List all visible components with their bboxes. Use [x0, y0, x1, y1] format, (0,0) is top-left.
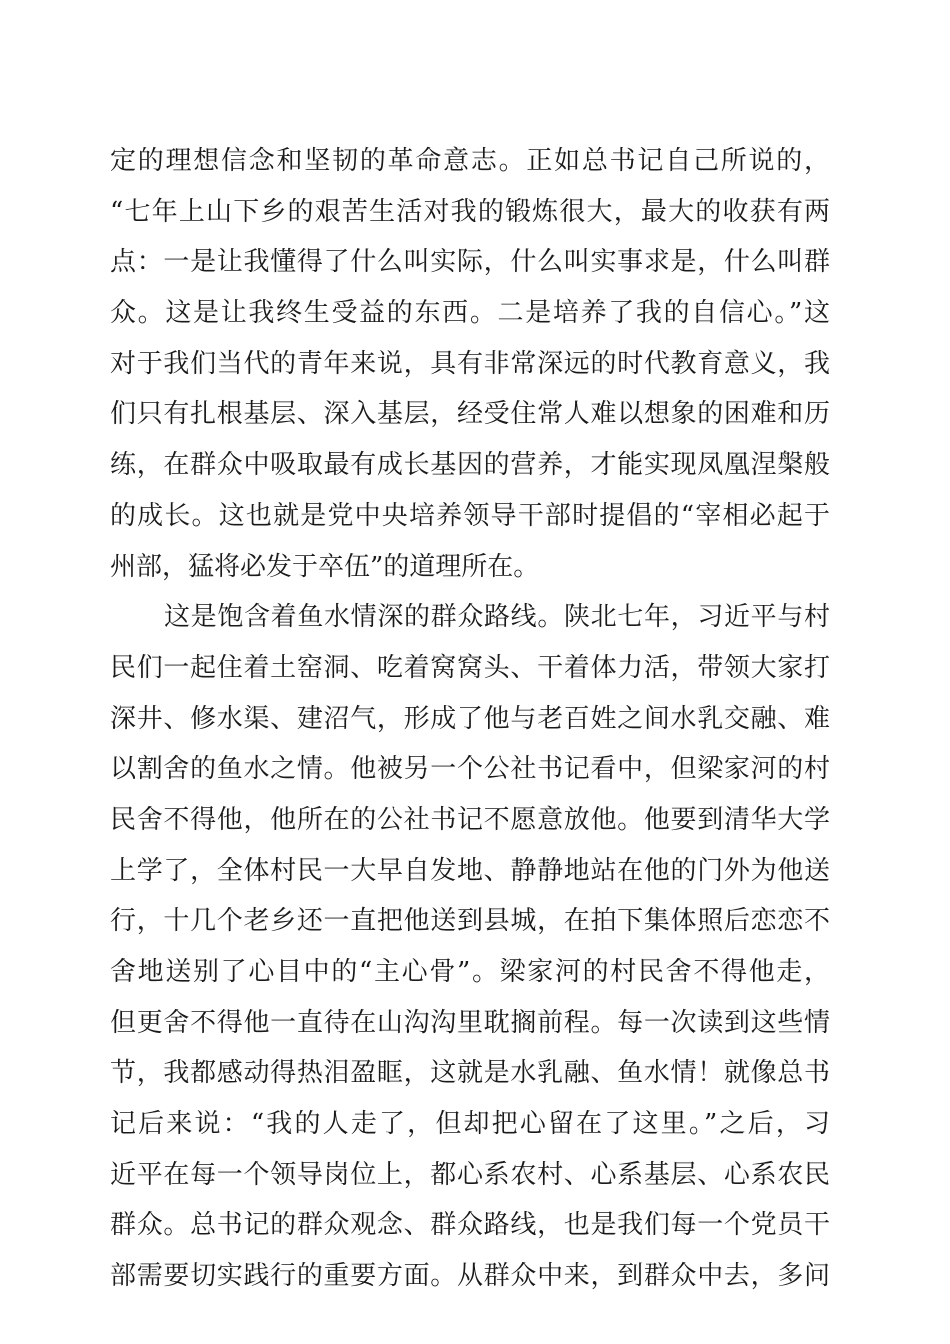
- text-line: “七年上山下乡的艰苦生活对我的锻炼很大，最大的收获有两: [110, 196, 830, 227]
- text-line: 民舍不得他，他所在的公社书记不愿意放他。他要到清华大学: [110, 804, 830, 835]
- text-line: 群众。总书记的群众观念、群众路线，也是我们每一个党员干: [110, 1210, 830, 1241]
- body-text: [110, 136, 830, 1302]
- text-line: 的成长。这也就是党中央培养领导干部时提倡的“宰相必起于: [110, 500, 830, 531]
- text-line: 民们一起住着土窑洞、吃着窝窝头、干着体力活，带领大家打: [110, 652, 830, 683]
- text-line: 记后来说：“我的人走了，但却把心留在了这里。”之后，习: [110, 1109, 830, 1140]
- text-line: 舍地送别了心目中的“主心骨”。梁家河的村民舍不得他走，: [110, 957, 830, 987]
- text-line: 们只有扎根基层、深入基层，经受住常人难以想象的困难和历: [110, 399, 830, 430]
- text-line: 行，十几个老乡还一直把他送到县城，在拍下集体照后恋恋不: [110, 906, 830, 937]
- text-line: 练，在群众中吸取最有成长基因的营养，才能实现凤凰涅槃般: [110, 450, 830, 481]
- text-line: 点：一是让我懂得了什么叫实际，什么叫实事求是，什么叫群: [110, 247, 830, 278]
- text-line: 但更舍不得他一直待在山沟沟里耽搁前程。每一次读到这些情: [110, 1007, 830, 1038]
- text-line: 部需要切实践行的重要方面。从群众中来，到群众中去，多问: [110, 1261, 830, 1292]
- text-line: 这是饱含着鱼水情深的群众路线。陕北七年，习近平与村: [164, 602, 830, 633]
- text-line: 近平在每一个领导岗位上，都心系农村、心系基层、心系农民: [110, 1159, 830, 1190]
- text-line: 众。这是让我终生受益的东西。二是培养了我的自信心。”这: [110, 298, 830, 329]
- text-line: 深井、修水渠、建沼气，形成了他与老百姓之间水乳交融、难: [110, 703, 830, 734]
- text-line: 以割舍的鱼水之情。他被另一个公社书记看中，但梁家河的村: [110, 754, 830, 785]
- text-line: 上学了，全体村民一大早自发地、静静地站在他的门外为他送: [110, 855, 830, 886]
- text-line: 州部，猛将必发于卒伍”的道理所在。: [110, 551, 540, 582]
- text-line: 定的理想信念和坚韧的革命意志。正如总书记自己所说的，: [110, 146, 830, 176]
- text-line: 节，我都感动得热泪盈眶，这就是水乳融、鱼水情！就像总书: [110, 1058, 830, 1089]
- text-line: 对于我们当代的青年来说，具有非常深远的时代教育意义，我: [110, 348, 830, 379]
- paragraph-1: [110, 136, 830, 592]
- paragraph-2: [110, 592, 830, 1302]
